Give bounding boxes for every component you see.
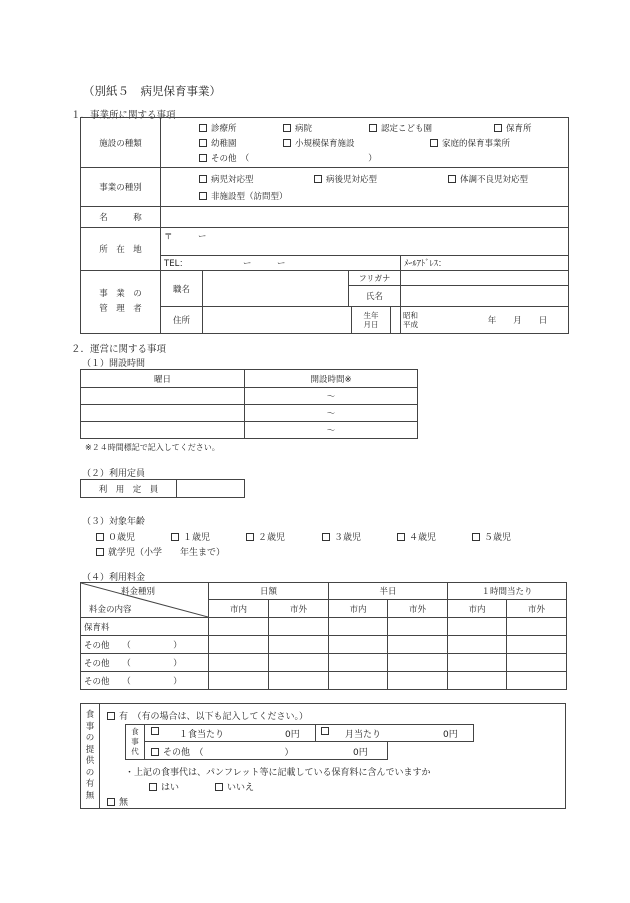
fees-sub-out: 市外: [388, 600, 448, 618]
facility-type-kindergarten[interactable]: 幼稚園: [199, 137, 237, 149]
facility-type-kodomoen[interactable]: 認定こども園: [369, 122, 432, 134]
checkbox-icon: [199, 192, 207, 200]
fees-group-daily: 日額: [209, 583, 329, 600]
furigana-field[interactable]: [401, 271, 569, 286]
name-field[interactable]: [161, 207, 569, 228]
checkbox-icon: [96, 533, 104, 541]
birth-date-field[interactable]: 年 月 日: [487, 316, 548, 326]
fees-table: [80, 582, 567, 690]
hours-day-field[interactable]: [81, 388, 245, 405]
checkbox-icon: [322, 533, 330, 541]
birth-label: 生年 月日: [352, 307, 391, 333]
age-5-checkbox[interactable]: ５歳児: [472, 530, 511, 543]
checkbox-icon: [283, 124, 291, 132]
checkbox-icon: [397, 533, 405, 541]
checkbox-icon: [107, 712, 115, 720]
hours-heading: （１）開設時間: [82, 359, 146, 369]
checkbox-icon: [472, 533, 480, 541]
fees-heading: （４）利用料金: [82, 573, 146, 583]
checkbox-icon: [494, 124, 502, 132]
fees-sub-in: 市内: [209, 600, 269, 618]
fee-cell[interactable]: [329, 636, 388, 654]
facility-type-home[interactable]: 家庭的保育事業所: [430, 137, 510, 149]
hours-note: ※２４時間標記で記入してください。: [85, 443, 220, 452]
age-0-checkbox[interactable]: ０歳児: [96, 530, 135, 543]
age-2-checkbox[interactable]: ２歳児: [246, 530, 285, 543]
fees-group-halfday: 半日: [329, 583, 448, 600]
fee-cell[interactable]: [209, 618, 269, 636]
meal-no-checkbox[interactable]: 無: [107, 795, 128, 808]
capacity-field[interactable]: [177, 480, 245, 498]
fee-cell[interactable]: [507, 636, 567, 654]
fee-cell[interactable]: [329, 618, 388, 636]
checkbox-icon: [199, 154, 207, 162]
fees-corner-cell: [81, 583, 209, 618]
fees-group-hourly: １時間当たり: [448, 583, 567, 600]
checkbox-icon: [321, 727, 329, 735]
checkbox-icon: [283, 139, 291, 147]
meal-box: [80, 703, 566, 809]
fees-sub-in: 市内: [329, 600, 388, 618]
per-month-value[interactable]: 0円: [443, 730, 458, 740]
per-month-label: 月当たり: [345, 730, 382, 740]
checkbox-icon: [151, 727, 159, 735]
business-type-post-sick[interactable]: 病後児対応型: [314, 173, 377, 185]
fees-corner-bottom: 料金の内容: [89, 605, 132, 615]
hours-col-day: 曜日: [81, 370, 245, 388]
fee-cell[interactable]: [448, 672, 507, 690]
hours-day-field[interactable]: [81, 422, 245, 439]
facility-type-nursery[interactable]: 保育所: [494, 122, 532, 134]
per-meal-checkbox[interactable]: [151, 727, 163, 737]
fee-cell[interactable]: [329, 654, 388, 672]
checkbox-icon: [430, 139, 438, 147]
checkbox-icon: [246, 533, 254, 541]
fee-cell[interactable]: [269, 618, 329, 636]
hours-day-field[interactable]: [81, 405, 245, 422]
fees-row-label: その他 （ ）: [81, 672, 209, 690]
checkbox-icon: [199, 124, 207, 132]
age-1-checkbox[interactable]: １歳児: [171, 530, 210, 543]
capacity-heading: （２）利用定員: [82, 469, 146, 479]
fees-corner-top: 料金種別: [121, 587, 156, 597]
position-field[interactable]: [203, 271, 349, 307]
business-type-visiting[interactable]: 非施設型（訪問型）: [199, 190, 288, 202]
per-meal-label: １食当たり: [179, 730, 225, 740]
facility-type-label: 施設の種類: [81, 118, 161, 168]
fee-cell[interactable]: [388, 636, 448, 654]
meal-label: 食 事 の 提 供 の 有 無: [81, 704, 100, 808]
fullname-label: 氏名: [349, 286, 401, 307]
checkbox-icon: [199, 175, 207, 183]
checkbox-icon: [171, 533, 179, 541]
fee-cell[interactable]: [507, 618, 567, 636]
fees-row-label: その他 （ ）: [81, 654, 209, 672]
fee-cell[interactable]: [269, 636, 329, 654]
hours-time-field[interactable]: ～: [245, 422, 418, 439]
checkbox-icon: [149, 783, 157, 791]
fee-cell[interactable]: [507, 672, 567, 690]
fee-cell[interactable]: [269, 654, 329, 672]
facility-type-other[interactable]: その他 （ ）: [199, 152, 377, 164]
meal-included-no[interactable]: いいえ: [215, 780, 254, 793]
manager-label: 事 業 の 管 理 者: [81, 271, 161, 334]
hours-table: [80, 369, 418, 439]
fee-cell[interactable]: [329, 672, 388, 690]
tel-field[interactable]: TEL： ー ー: [161, 256, 401, 271]
furigana-label: フリガナ: [349, 271, 401, 286]
per-month-checkbox[interactable]: [321, 727, 333, 737]
meal-other-value[interactable]: 0円: [353, 748, 368, 758]
age-3-checkbox[interactable]: ３歳児: [322, 530, 361, 543]
hours-time-field[interactable]: ～: [245, 388, 418, 405]
checkbox-icon: [96, 548, 104, 556]
facility-type-hospital[interactable]: 病院: [283, 122, 312, 134]
hours-time-field[interactable]: ～: [245, 405, 418, 422]
fee-cell[interactable]: [388, 618, 448, 636]
fee-cell[interactable]: [388, 654, 448, 672]
business-type-sick[interactable]: 病児対応型: [199, 173, 254, 185]
section-2-heading: ２．運営に関する事項: [71, 344, 167, 355]
fees-row-label: 保育料: [81, 618, 209, 636]
facility-type-small[interactable]: 小規模保育施設: [283, 137, 355, 149]
fee-cell[interactable]: [209, 654, 269, 672]
capacity-table: [80, 479, 245, 498]
fee-cell[interactable]: [448, 654, 507, 672]
residence-field[interactable]: [203, 307, 401, 334]
fee-cell[interactable]: [448, 636, 507, 654]
page-title: （別紙５ 病児保育事業）: [83, 84, 221, 98]
facility-table: [80, 117, 569, 334]
fee-cell[interactable]: [388, 672, 448, 690]
capacity-label: 利 用 定 員: [81, 480, 177, 498]
residence-label: 住所: [161, 307, 203, 334]
fee-cell[interactable]: [209, 672, 269, 690]
fee-cell[interactable]: [209, 636, 269, 654]
fee-cell[interactable]: [507, 654, 567, 672]
checkbox-icon: [448, 175, 456, 183]
address-label: 所 在 地: [81, 228, 161, 271]
meal-included-yes[interactable]: はい: [149, 780, 179, 793]
postal-field[interactable]: 〒 ー: [161, 228, 569, 256]
checkbox-icon: [199, 139, 207, 147]
meal-yes-checkbox[interactable]: 有 （有の場合は、以下も記入してください。）: [107, 709, 308, 722]
fees-sub-out: 市外: [507, 600, 567, 618]
fees-sub-out: 市外: [269, 600, 329, 618]
fees-row-label: その他 （ ）: [81, 636, 209, 654]
checkbox-icon: [314, 175, 322, 183]
hours-col-time: 開設時間※: [245, 370, 418, 388]
checkbox-icon: [215, 783, 223, 791]
per-meal-value[interactable]: 0円: [285, 730, 300, 740]
meal-fee-label: 食 事 代: [125, 724, 145, 760]
ages-heading: （３）対象年齢: [82, 517, 146, 527]
age-4-checkbox[interactable]: ４歳児: [397, 530, 436, 543]
fee-cell[interactable]: [269, 672, 329, 690]
checkbox-icon: [107, 798, 115, 806]
checkbox-icon: [369, 124, 377, 132]
fees-sub-in: 市内: [448, 600, 507, 618]
facility-type-clinic[interactable]: 診療所: [199, 122, 237, 134]
checkbox-icon: [151, 748, 159, 756]
section-1-heading: １．事業所に関する事項: [71, 110, 176, 121]
meal-fee-box: [125, 724, 475, 762]
meal-other-checkbox[interactable]: その他 （ ）: [151, 745, 294, 758]
name-label: 名 称: [81, 207, 161, 228]
business-type-unwell[interactable]: 体調不良児対応型: [448, 173, 528, 185]
era-label: 昭和 平成: [403, 311, 418, 329]
business-type-label: 事業の種別: [81, 168, 161, 207]
meal-question: ・上記の食事代は、パンフレット等に記載している保育料に含んでいますか: [125, 768, 431, 778]
school-age-checkbox[interactable]: 就学児（小学 年生まで）: [96, 545, 225, 558]
fee-cell[interactable]: [448, 618, 507, 636]
position-label: 職名: [161, 271, 203, 307]
fullname-field[interactable]: [401, 286, 569, 307]
mail-field[interactable]: ﾒｰﾙｱﾄﾞﾚｽ：: [401, 256, 569, 271]
